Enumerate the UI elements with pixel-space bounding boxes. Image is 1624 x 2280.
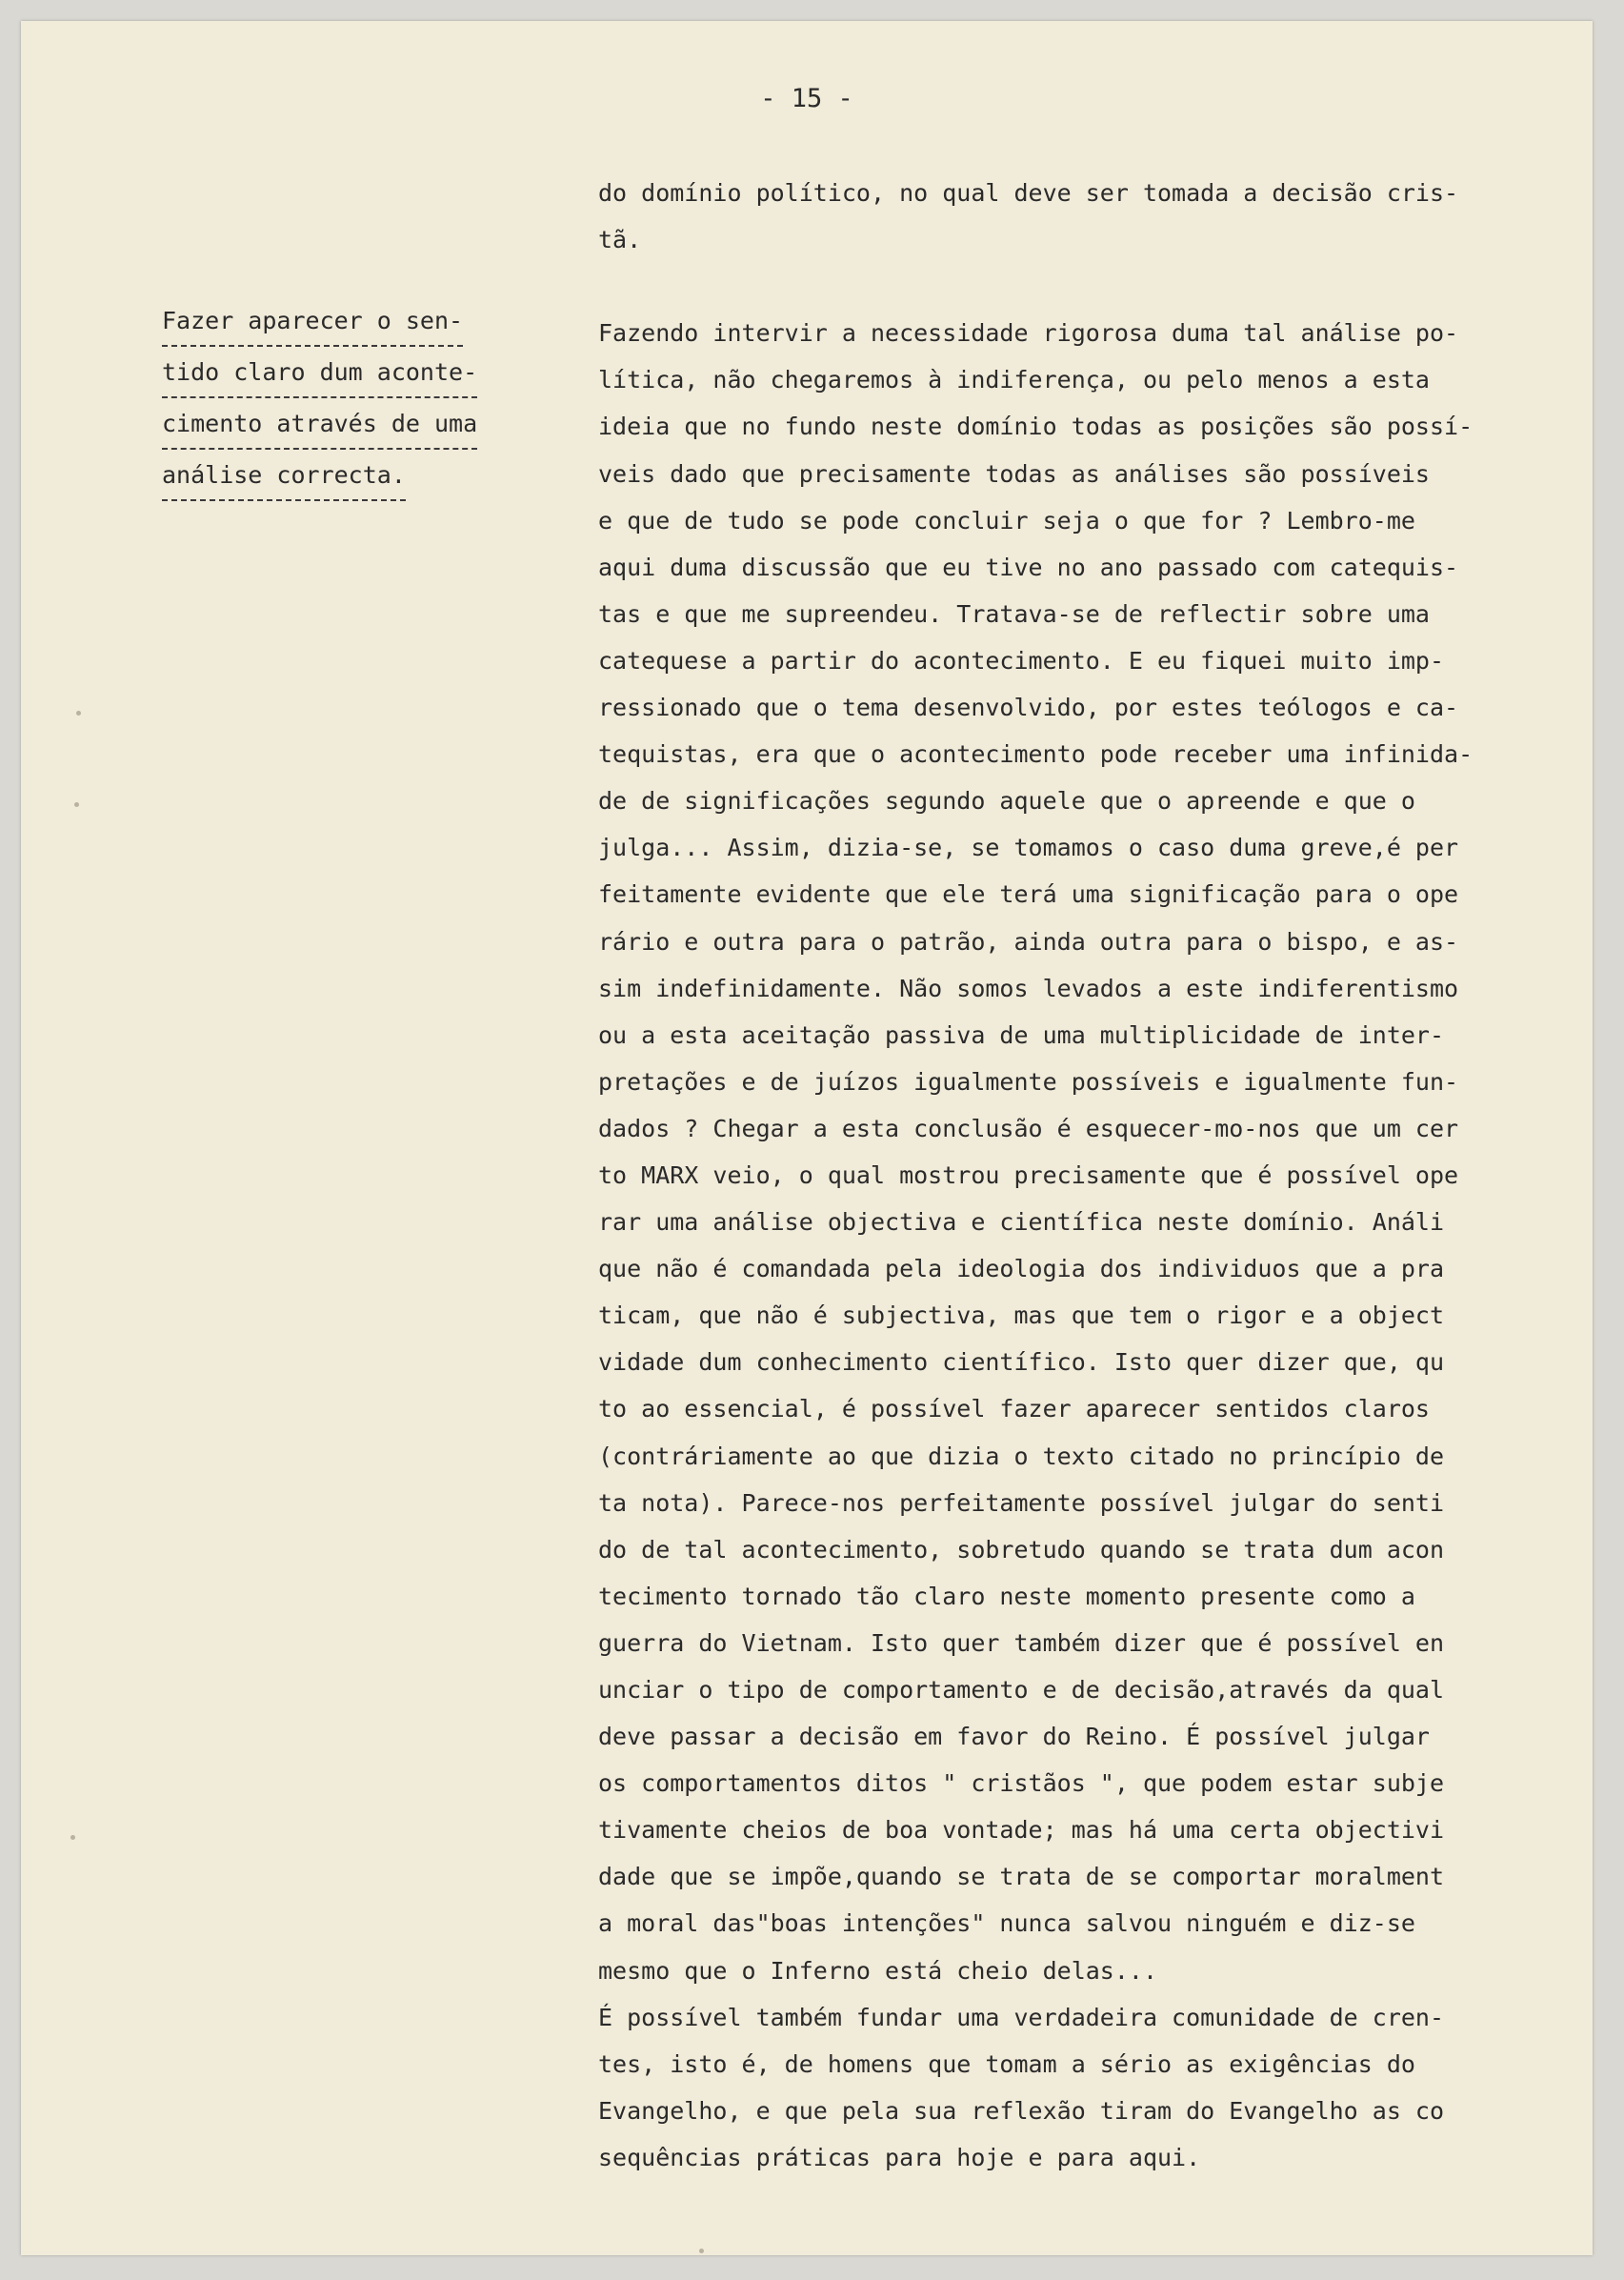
body-line: rário e outra para o patrão, ainda outra para o bispo, e as-: [598, 927, 1459, 956]
body-line: Evangelho, e que pela sua reflexão tiram do Evangelho as co: [598, 2096, 1445, 2125]
body-line: julga... Assim, dizia-se, se tomamos o caso duma greve,é per: [598, 834, 1459, 862]
body-line: de de significações segundo aquele que o apreende e que o: [598, 787, 1415, 816]
margin-note-line: análise correcta.: [162, 454, 406, 501]
body-line: veis dado que precisamente todas as análises são possíveis: [598, 459, 1430, 488]
body-line: guerra do Vietnam. Isto quer também dizer que é possível en: [598, 1628, 1445, 1657]
body-line: mesmo que o Inferno está cheio delas...: [598, 1956, 1157, 1985]
body-line: tecimento tornado tão claro neste momento presente como a: [598, 1582, 1415, 1610]
body-line: os comportamentos ditos " cristãos ", que podem estar subje: [598, 1769, 1445, 1798]
body-line: sequências práticas para hoje e para aqui.: [598, 2143, 1201, 2171]
margin-note-line: Fazer aparecer o sen-: [162, 299, 463, 347]
paper-speck: [76, 711, 81, 716]
paper-speck: [699, 2249, 704, 2253]
body-line: feitamente evidente que ele terá uma significação para o ope: [598, 880, 1459, 909]
body-line: que não é comandada pela ideologia dos individuos que a pra: [598, 1255, 1445, 1283]
body-line: tivamente cheios de boa vontade; mas há uma certa objectivi: [598, 1816, 1445, 1845]
body-line: É possível também fundar uma verdadeira comunidade de cren-: [598, 2003, 1445, 2031]
body-line: do de tal acontecimento, sobretudo quando se trata dum acon: [598, 1535, 1445, 1564]
body-line: ou a esta aceitação passiva de uma multiplicidade de inter-: [598, 1020, 1445, 1049]
body-line: to ao essencial, é possível fazer aparecer sentidos claros: [598, 1395, 1430, 1423]
body-line: [598, 263, 1570, 310]
body-line: pretações e de juízos igualmente possíveis e igualmente fun-: [598, 1067, 1459, 1096]
margin-note: [162, 299, 524, 505]
body-line: dade que se impõe,quando se trata de se comportar moralment: [598, 1863, 1445, 1891]
document-page: [21, 21, 1593, 2255]
body-line: dados ? Chegar a esta conclusão é esquecer-mo-nos que um cer: [598, 1114, 1459, 1142]
page-number: - 15 -: [760, 84, 853, 113]
body-line: aqui duma discussão que eu tive no ano passado com catequis-: [598, 553, 1459, 581]
body-line: tequistas, era que o acontecimento pode receber uma infinida-: [598, 740, 1474, 769]
paper-speck: [74, 802, 79, 807]
body-line: lítica, não chegaremos à indiferença, ou pelo menos a esta: [598, 366, 1430, 394]
body-line: a moral das"boas intenções" nunca salvou ninguém e diz-se: [598, 1909, 1415, 1938]
body-line: Fazendo intervir a necessidade rigorosa duma tal análise po-: [598, 319, 1459, 348]
body-line: ticam, que não é subjectiva, mas que tem o rigor e a object: [598, 1301, 1445, 1330]
body-line: catequese a partir do acontecimento. E eu fiquei muito imp-: [598, 646, 1445, 675]
margin-note-line: cimento através de uma: [162, 402, 477, 450]
body-text: [598, 170, 1570, 2181]
body-line: (contráriamente ao que dizia o texto citado no princípio de: [598, 1442, 1445, 1470]
body-line: rar uma análise objectiva e científica neste domínio. Análi: [598, 1208, 1445, 1237]
body-line: deve passar a decisão em favor do Reino. É possível julgar: [598, 1723, 1430, 1751]
body-line: to MARX veio, o qual mostrou precisamente que é possível ope: [598, 1160, 1459, 1189]
body-line: ideia que no fundo neste domínio todas as posições são possí-: [598, 413, 1474, 441]
body-line: ta nota). Parece-nos perfeitamente possível julgar do senti: [598, 1488, 1445, 1517]
body-line: do domínio político, no qual deve ser tomada a decisão cris-: [598, 179, 1459, 207]
body-line: sim indefinidamente. Não somos levados a este indiferentismo: [598, 974, 1459, 1002]
body-line: tas e que me supreendeu. Tratava-se de reflectir sobre uma: [598, 599, 1430, 628]
paper-speck: [70, 1835, 75, 1840]
body-line: vidade dum conhecimento científico. Isto quer dizer que, qu: [598, 1348, 1445, 1377]
body-line: ressionado que o tema desenvolvido, por estes teólogos e ca-: [598, 694, 1459, 722]
body-line: tes, isto é, de homens que tomam a sério as exigências do: [598, 2049, 1415, 2078]
margin-note-line: tido claro dum aconte-: [162, 351, 477, 398]
body-line: e que de tudo se pode concluir seja o que for ? Lembro-me: [598, 506, 1415, 535]
body-line: unciar o tipo de comportamento e de decisão,através da qual: [598, 1676, 1445, 1704]
body-line: tã.: [598, 226, 642, 254]
